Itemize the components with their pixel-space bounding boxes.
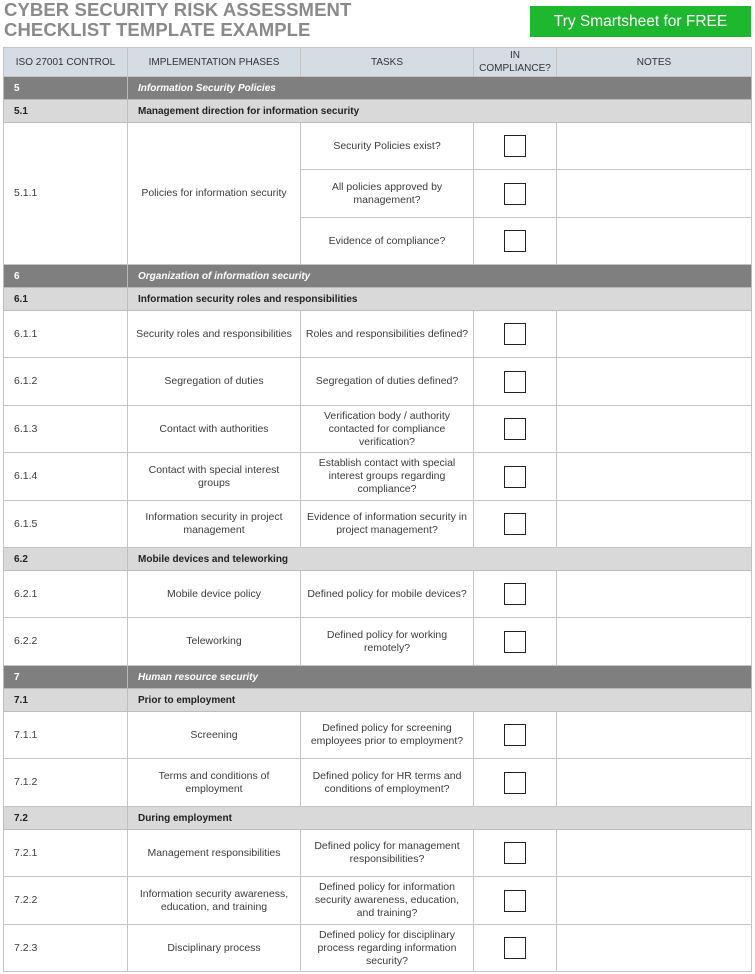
subsection-row — [3, 548, 752, 571]
notes-cell[interactable] — [557, 358, 752, 406]
section-row — [3, 265, 752, 288]
section-number: 5 — [3, 77, 128, 100]
control-id: 6.1.5 — [3, 501, 128, 548]
notes-cell[interactable] — [557, 406, 752, 453]
subsection-number: 7.2 — [3, 807, 128, 830]
section-label: Organization of information security — [128, 265, 752, 288]
notes-cell[interactable] — [557, 712, 752, 759]
subsection-number: 7.1 — [3, 689, 128, 712]
notes-cell[interactable] — [557, 123, 752, 170]
subsection-row — [3, 288, 752, 311]
control-id: 7.1.2 — [3, 759, 128, 807]
subsection-number: 6.2 — [3, 548, 128, 571]
control-id: 7.2.2 — [3, 877, 128, 925]
notes-cell[interactable] — [557, 830, 752, 877]
section-label: Information Security Policies — [128, 77, 752, 100]
implementation-phase: Mobile device policy — [128, 571, 301, 618]
subsection-row — [3, 689, 752, 712]
page-title — [4, 0, 351, 40]
task-text: Defined policy for information security awareness, education, and training? — [301, 877, 474, 925]
section-row — [3, 666, 752, 689]
implementation-phase: Terms and conditions of employment — [128, 759, 301, 807]
task-text: Defined policy for working remotely? — [301, 618, 474, 666]
notes-cell[interactable] — [557, 311, 752, 358]
notes-cell[interactable] — [557, 759, 752, 807]
implementation-phase: Information security awareness, education, and training — [128, 877, 301, 925]
compliance-cell — [474, 759, 557, 807]
compliance-checkbox[interactable] — [504, 937, 526, 959]
task-text: Defined policy for disciplinary process regarding information security? — [301, 925, 474, 972]
compliance-cell — [474, 571, 557, 618]
compliance-checkbox[interactable] — [504, 772, 526, 794]
task-text: Evidence of information security in project management? — [301, 501, 474, 548]
control-id: 7.2.3 — [3, 925, 128, 972]
table-row — [3, 406, 752, 453]
control-id: 6.1.2 — [3, 358, 128, 406]
table-row — [301, 170, 752, 218]
task-text: Defined policy for management responsibilities? — [301, 830, 474, 877]
section-number: 7 — [3, 666, 128, 689]
table-header-row — [3, 47, 752, 77]
subsection-row — [3, 807, 752, 830]
subsection-label: Prior to employment — [128, 689, 752, 712]
task-text: Verification body / authority contacted for compliance verification? — [301, 406, 474, 453]
task-text: Segregation of duties defined? — [301, 358, 474, 406]
subsection-label: Information security roles and responsibilities — [128, 288, 752, 311]
header-compliance: IN COMPLIANCE? — [474, 47, 557, 77]
task-text: Security Policies exist? — [301, 123, 474, 170]
table-row — [3, 571, 752, 618]
notes-cell[interactable] — [557, 501, 752, 548]
table-row — [3, 358, 752, 406]
compliance-cell — [474, 123, 557, 170]
implementation-phase: Screening — [128, 712, 301, 759]
compliance-checkbox[interactable] — [504, 513, 526, 535]
notes-cell[interactable] — [557, 925, 752, 972]
notes-cell[interactable] — [557, 218, 752, 265]
title-line-1: CYBER SECURITY RISK ASSESSMENT — [4, 0, 352, 20]
control-id: 6.2.1 — [3, 571, 128, 618]
task-text: Defined policy for mobile devices? — [301, 571, 474, 618]
compliance-cell — [474, 170, 557, 218]
compliance-cell — [474, 877, 557, 925]
header-tasks: TASKS — [301, 47, 474, 77]
header-notes: NOTES — [557, 47, 752, 77]
task-text: Evidence of compliance? — [301, 218, 474, 265]
compliance-checkbox[interactable] — [504, 183, 526, 205]
table-row — [3, 712, 752, 759]
title-line-2: CHECKLIST TEMPLATE EXAMPLE — [4, 19, 311, 40]
notes-cell[interactable] — [557, 877, 752, 925]
task-text: Defined policy for HR terms and conditions of employment? — [301, 759, 474, 807]
compliance-cell — [474, 406, 557, 453]
table-row — [3, 501, 752, 548]
implementation-phase: Information security in project management — [128, 501, 301, 548]
compliance-cell — [474, 218, 557, 265]
compliance-cell — [474, 830, 557, 877]
control-id: 7.2.1 — [3, 830, 128, 877]
subsection-number: 6.1 — [3, 288, 128, 311]
task-text: Roles and responsibilities defined? — [301, 311, 474, 358]
notes-cell[interactable] — [557, 453, 752, 501]
compliance-checkbox[interactable] — [504, 631, 526, 653]
notes-cell[interactable] — [557, 170, 752, 218]
implementation-phase: Policies for information security — [128, 123, 301, 265]
table-row — [3, 925, 752, 972]
table-row — [3, 618, 752, 666]
compliance-checkbox[interactable] — [504, 418, 526, 440]
implementation-phase: Contact with special interest groups — [128, 453, 301, 501]
control-id: 6.1.3 — [3, 406, 128, 453]
compliance-checkbox[interactable] — [504, 371, 526, 393]
table-row — [3, 759, 752, 807]
compliance-cell — [474, 453, 557, 501]
implementation-phase: Segregation of duties — [128, 358, 301, 406]
table-row — [3, 453, 752, 501]
compliance-checkbox[interactable] — [504, 842, 526, 864]
compliance-checkbox[interactable] — [504, 323, 526, 345]
compliance-checkbox[interactable] — [504, 724, 526, 746]
implementation-phase: Disciplinary process — [128, 925, 301, 972]
try-smartsheet-button[interactable]: Try Smartsheet for FREE — [530, 6, 751, 37]
task-text: Defined policy for screening employees prior to employment? — [301, 712, 474, 759]
header-phases: IMPLEMENTATION PHASES — [128, 47, 301, 77]
table-row — [3, 830, 752, 877]
compliance-checkbox[interactable] — [504, 890, 526, 912]
compliance-cell — [474, 712, 557, 759]
section-number: 6 — [3, 265, 128, 288]
notes-cell[interactable] — [557, 571, 752, 618]
section-label: Human resource security — [128, 666, 752, 689]
subsection-row — [3, 100, 752, 123]
control-id: 7.1.1 — [3, 712, 128, 759]
notes-cell[interactable] — [557, 618, 752, 666]
implementation-phase: Teleworking — [128, 618, 301, 666]
compliance-cell — [474, 925, 557, 972]
section-row — [3, 77, 752, 100]
compliance-checkbox[interactable] — [504, 135, 526, 157]
compliance-cell — [474, 358, 557, 406]
compliance-cell — [474, 311, 557, 358]
control-id: 6.1.1 — [3, 311, 128, 358]
control-id: 6.2.2 — [3, 618, 128, 666]
table-row — [301, 218, 752, 265]
control-id: 6.1.4 — [3, 453, 128, 501]
table-row — [301, 123, 752, 170]
subsection-label: Mobile devices and teleworking — [128, 548, 752, 571]
subsection-label: During employment — [128, 807, 752, 830]
task-text: All policies approved by management? — [301, 170, 474, 218]
implementation-phase: Security roles and responsibilities — [128, 311, 301, 358]
header-control: ISO 27001 CONTROL — [3, 47, 128, 77]
compliance-checkbox[interactable] — [504, 230, 526, 252]
table-row — [3, 877, 752, 925]
subsection-label: Management direction for information security — [128, 100, 752, 123]
compliance-checkbox[interactable] — [504, 583, 526, 605]
implementation-phase: Contact with authorities — [128, 406, 301, 453]
control-id: 5.1.1 — [3, 123, 128, 265]
compliance-cell — [474, 501, 557, 548]
table-row — [3, 311, 752, 358]
compliance-cell — [474, 618, 557, 666]
compliance-checkbox[interactable] — [504, 466, 526, 488]
implementation-phase: Management responsibilities — [128, 830, 301, 877]
subsection-number: 5.1 — [3, 100, 128, 123]
task-text: Establish contact with special interest groups regarding compliance? — [301, 453, 474, 501]
